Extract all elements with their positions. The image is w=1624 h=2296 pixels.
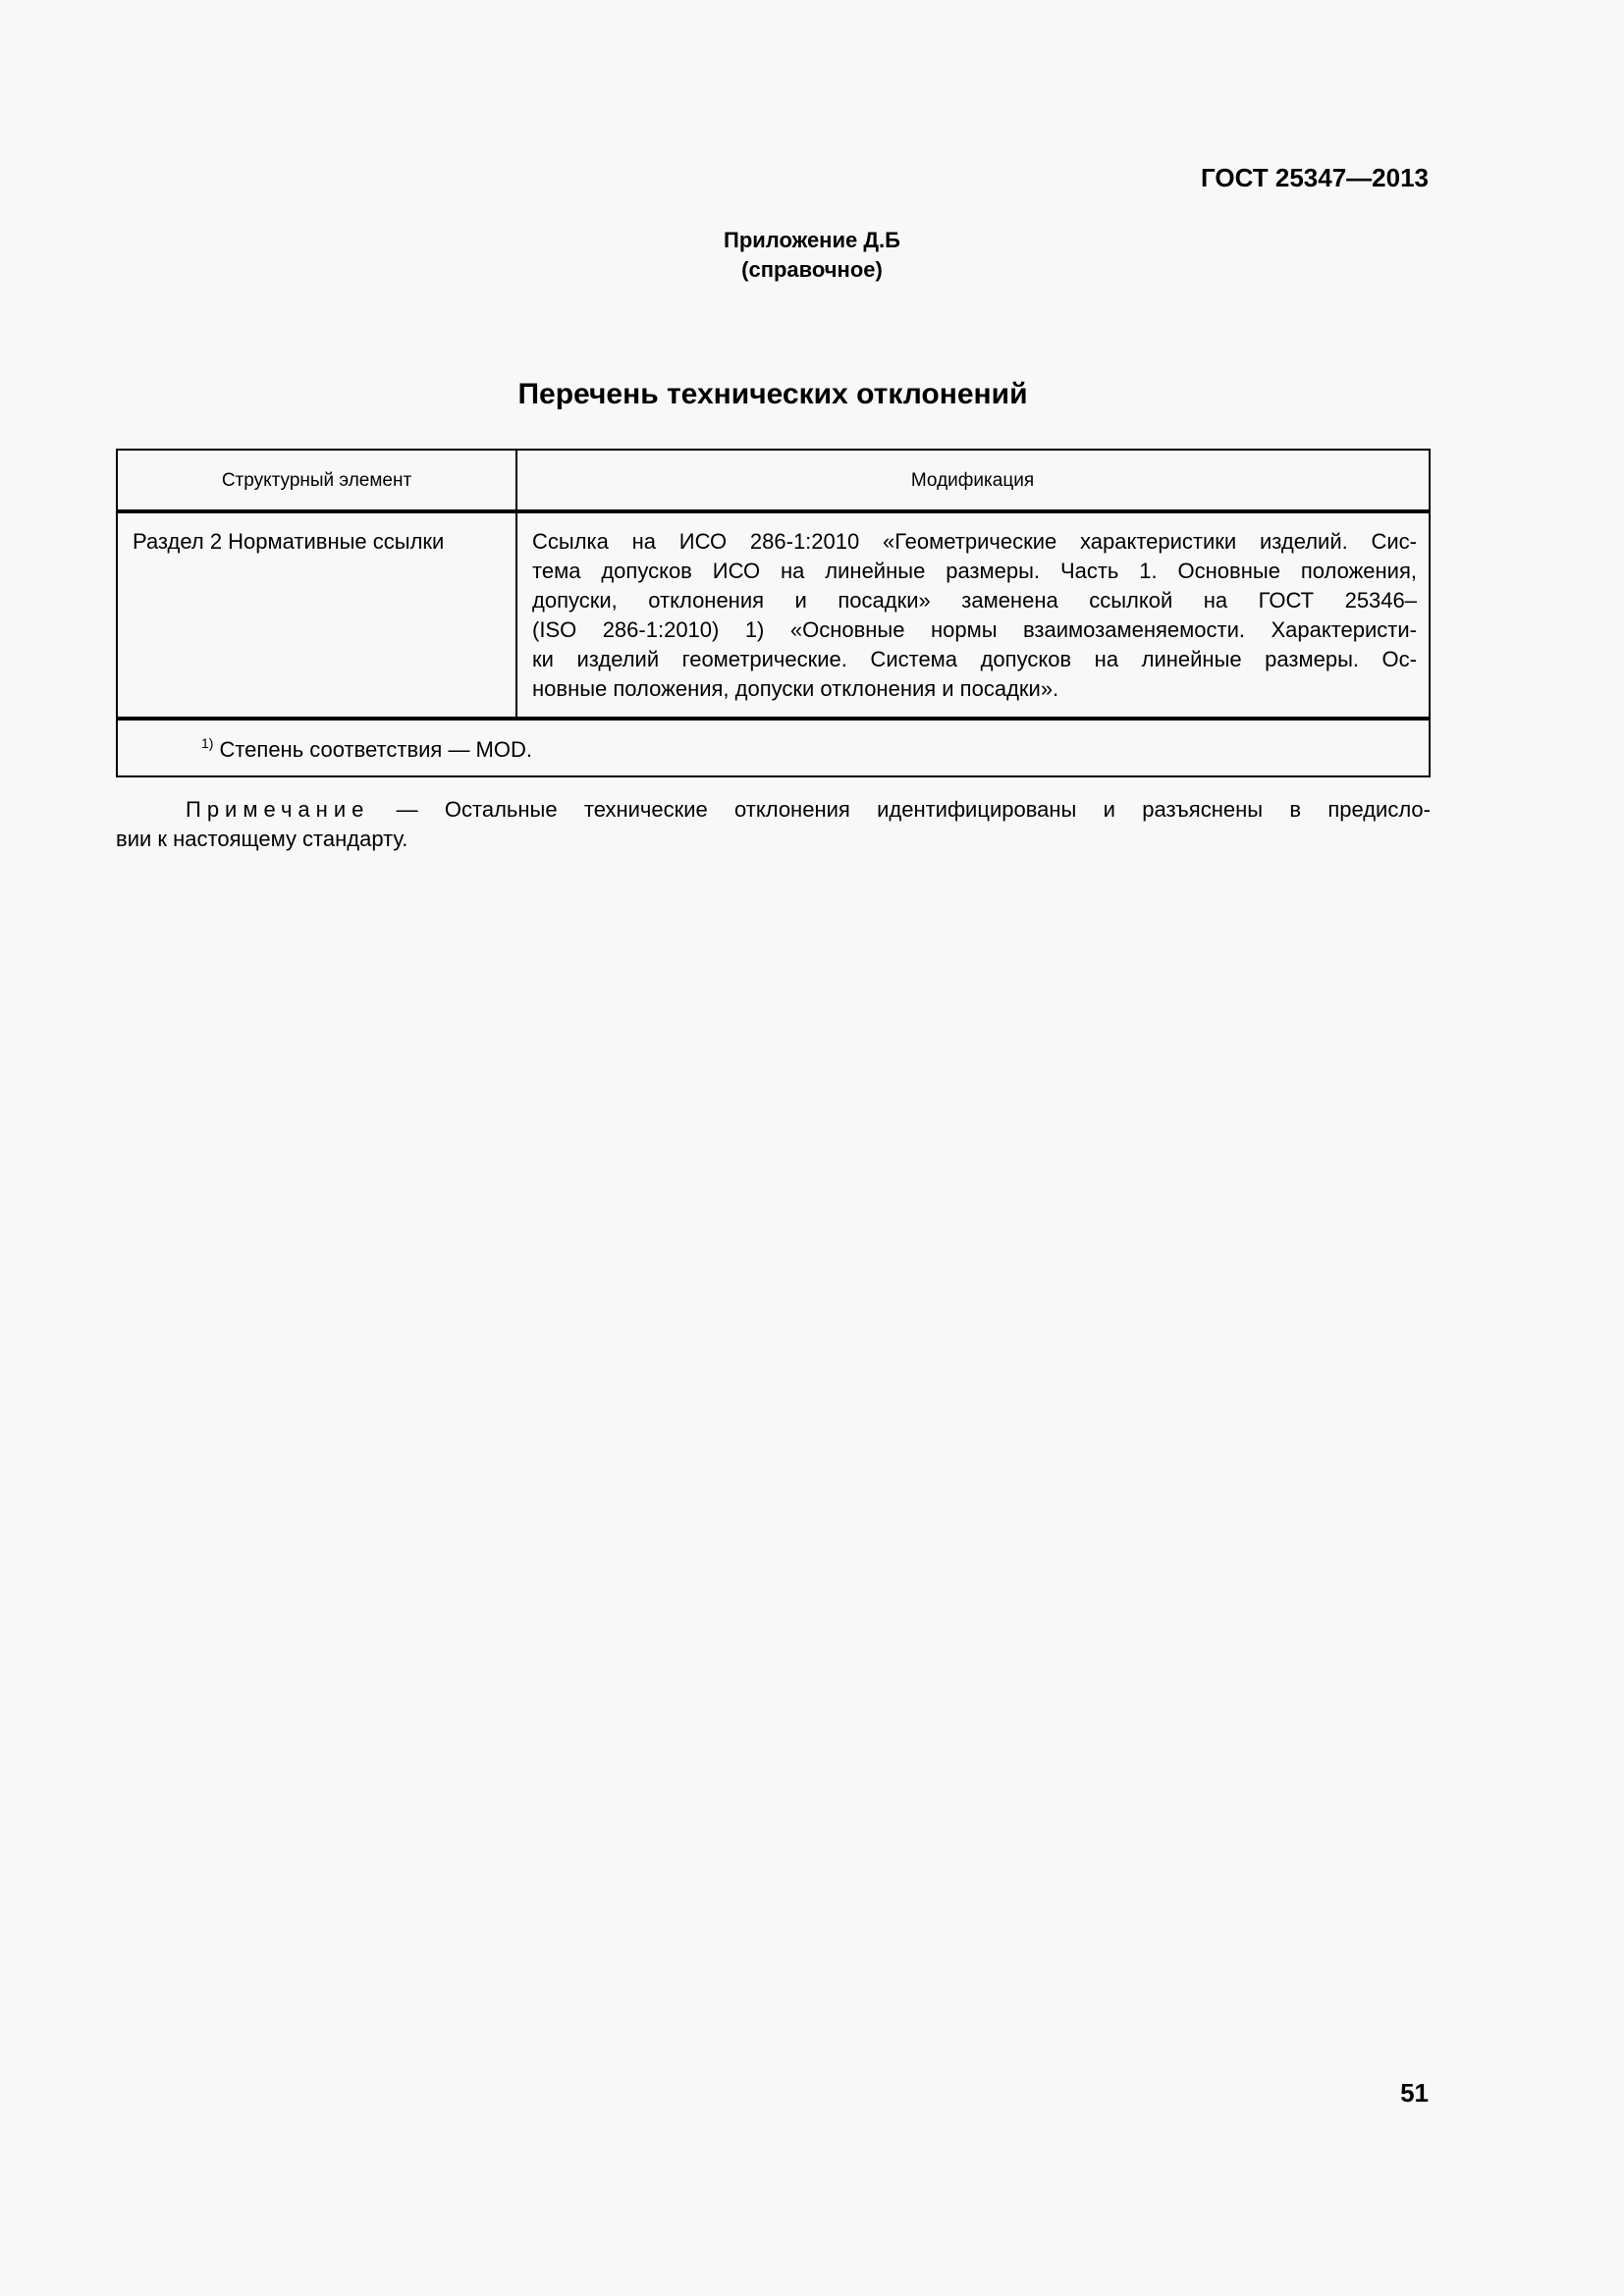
section-title: Перечень технических отклонений (517, 378, 1028, 410)
note-line-1 (116, 795, 1431, 825)
footnote-text: Степень соответствия — MOD. (219, 737, 532, 762)
appendix-heading (0, 226, 1624, 285)
column-header-element: Структурный элемент (221, 470, 412, 491)
deviations-table (116, 449, 1431, 777)
column-divider (515, 451, 517, 719)
modification-line: допуски, отклонения и посадки» заменена ссылкой на ГОСТ 25346– (532, 588, 1417, 613)
table-footnote (201, 735, 532, 763)
table-cell-element: Раздел 2 Нормативные ссылки (133, 529, 445, 554)
column-header-modification: Модификация (910, 470, 1035, 491)
modification-line: Ссылка на ИСО 286-1:2010 «Геометрические характеристики изделий. Сис- (532, 529, 1417, 554)
page-number: 51 (1400, 2078, 1429, 2108)
modification-line: тема допусков ИСО на линейные размеры. Часть 1. Основные положения, (532, 559, 1417, 583)
note (116, 795, 1431, 854)
modification-line: (ISO 286-1:2010) 1) «Основные нормы взаимозаменяемости. Характеристи- (532, 617, 1417, 642)
note-text-1: — Остальные технические отклонения идентифицированы и разъяснены в предисло- (369, 797, 1431, 822)
document-code: ГОСТ 25347—2013 (1201, 163, 1429, 192)
footnote-divider (118, 717, 1429, 721)
table-cell-modification (532, 527, 1417, 704)
modification-line: ки изделий геометрические. Система допусков на линейные размеры. Ос- (532, 647, 1417, 671)
note-label: Примечание (186, 797, 370, 822)
appendix-subtitle: (справочное) (741, 257, 883, 282)
modification-line: новные положения, допуски отклонения и посадки». (532, 676, 1059, 701)
header-divider (118, 509, 1429, 513)
footnote-mark: 1) (201, 735, 214, 751)
note-text-2: вии к настоящему стандарту. (116, 827, 408, 851)
appendix-title: Приложение Д.Б (724, 228, 900, 252)
